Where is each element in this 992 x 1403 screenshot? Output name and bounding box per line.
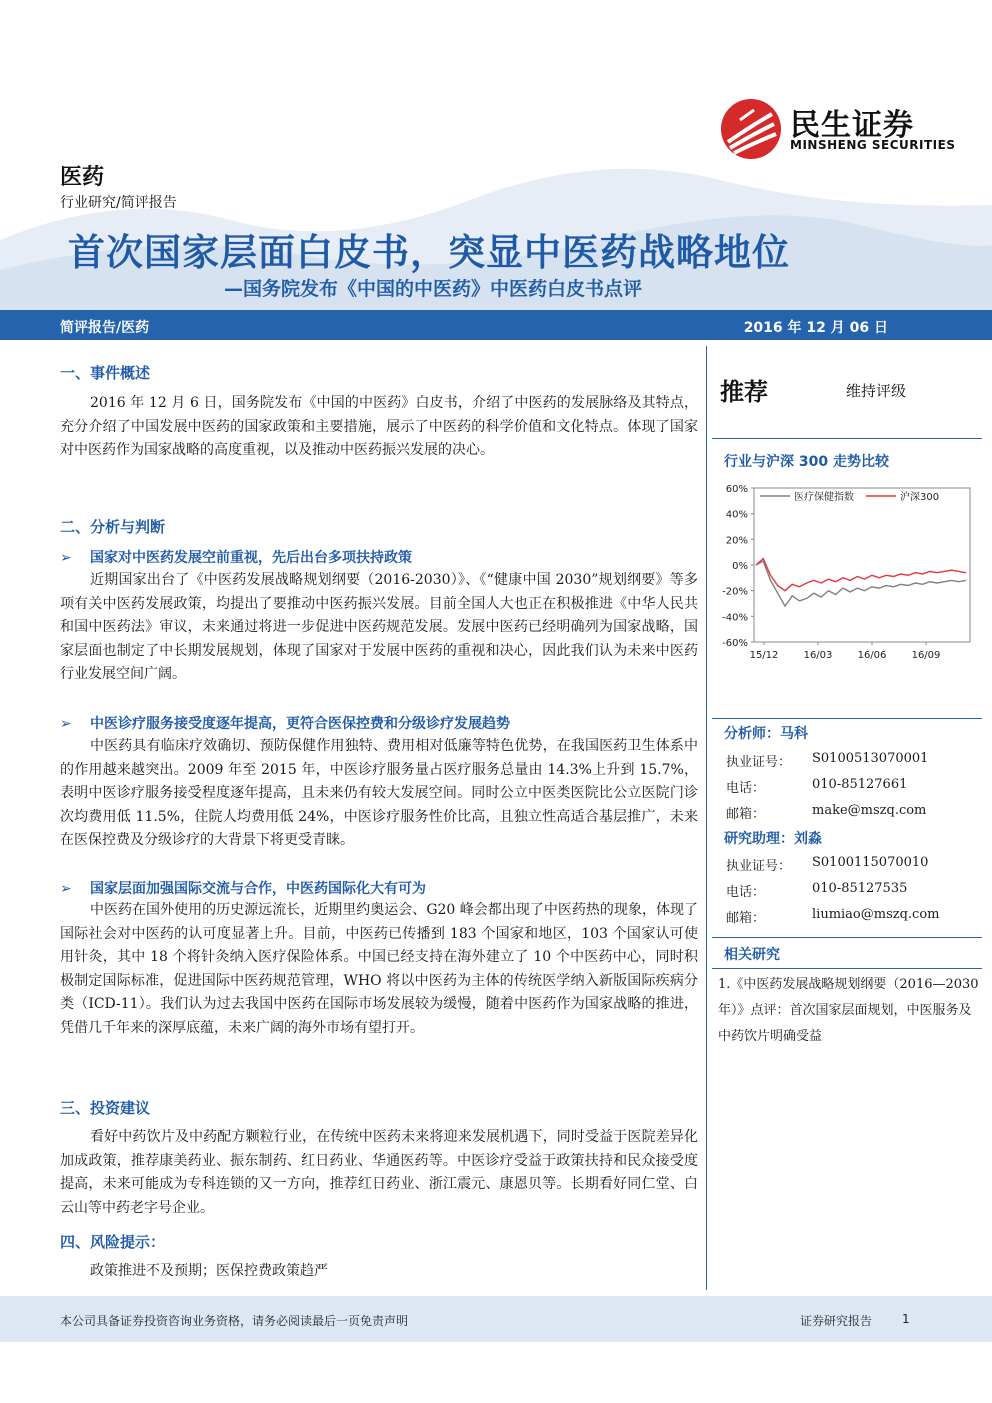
trend-chart	[716, 480, 986, 670]
analyst-cert-label: 执业证号：	[726, 755, 792, 770]
y-tick-label: 0%	[732, 561, 748, 572]
column-divider	[706, 346, 707, 1290]
industry-label: 医药	[60, 165, 105, 190]
section-2-point-1-heading	[60, 547, 412, 567]
y-tick-label: -40%	[722, 612, 748, 624]
arrow-icon: ➢	[60, 716, 72, 732]
section-2-point-2-heading	[60, 713, 510, 733]
analyst-cert-value: S0100513070001	[812, 751, 929, 766]
y-tick-label: 40%	[725, 509, 748, 521]
footer-report-label: 证券研究报告	[800, 1314, 873, 1328]
section-2-point-3-heading	[60, 878, 426, 898]
minsheng-logo-icon	[720, 98, 782, 160]
assistant-phone-value: 010-85127535	[812, 881, 908, 896]
sidebar-divider	[712, 937, 982, 938]
legend-label: 医疗保健指数	[794, 492, 854, 503]
series-line-csi300	[756, 559, 966, 591]
chart-title: 行业与沪深 300 走势比较	[724, 454, 889, 470]
analyst-title: 分析师：马科	[724, 726, 808, 742]
section-3-text: 看好中药饮片及中药配方颗粒行业，在传统中医药未来将迎来发展机遇下，同时受益于医院差异化加成政策，推荐康美药业、振东制药、红日药业、华通医药等。中医诊疗受益于政策扶持和民众接受度提高，未来可能成为专科连锁的又一方向，推荐红日药业、浙江震元、康恩贝等。长期看好同仁堂、白云山等中药老字号企业。	[60, 1129, 698, 1216]
assistant-phone-label: 电话：	[726, 885, 766, 900]
report-date: 2016 年 12 月 06 日	[743, 320, 888, 336]
point-2-heading-text: 中医诊疗服务接受度逐年提高，更符合医保控费和分级诊疗发展趋势	[90, 716, 510, 732]
section-2-title: 二、分析与判断	[60, 518, 166, 536]
footer-disclaimer: 本公司具备证券投资咨询业务资格，请务必阅读最后一页免责声明	[60, 1314, 409, 1328]
report-type: 行业研究/简评报告	[60, 195, 177, 211]
sidebar-divider	[712, 968, 982, 969]
assistant-cert-label: 执业证号：	[726, 859, 792, 874]
sidebar-divider	[712, 718, 982, 719]
chart-frame	[754, 488, 970, 642]
band-category: 简评报告/医药	[60, 320, 150, 336]
x-tick-label: 16/06	[857, 650, 887, 661]
analyst-phone-label: 电话：	[726, 781, 766, 796]
point-1-heading-text: 国家对中医药发展空前重视，先后出台多项扶持政策	[90, 550, 412, 566]
section-3-title: 三、投资建议	[60, 1099, 151, 1117]
assistant-email-label: 邮箱：	[726, 911, 766, 926]
analyst-phone-value: 010-85127661	[812, 777, 908, 792]
assistant-email-value: liumiao@mszq.com	[812, 907, 940, 922]
section-1-text: 2016 年 12 月 6 日，国务院发布《中国的中医药》白皮书，介绍了中医药的发展脉络及其特点，充分介绍了中国发展中医药的国家政策和主要措施，展示了中医药的科学价值和文化特点。体现了国家对中医药作为国家战略的高度重视，以及推动中医药振兴发展的决心。	[60, 395, 698, 458]
logo-english-name: MINSHENG SECURITIES	[790, 138, 956, 152]
rating-note: 维持评级	[846, 382, 907, 400]
section-1-title: 一、事件概述	[60, 364, 151, 382]
x-tick-label: 15/12	[749, 650, 779, 661]
x-tick-label: 16/03	[803, 650, 833, 661]
logo-chinese-name: 民生证券	[790, 108, 914, 143]
report-title: 首次国家层面白皮书，突显中医药战略地位	[68, 231, 790, 274]
y-tick-label: -60%	[722, 638, 748, 649]
y-tick-label: 60%	[725, 484, 748, 495]
assistant-cert-value: S0100115070010	[812, 855, 929, 870]
analyst-email-value: make@mszq.com	[812, 803, 927, 818]
section-2-point-1-text: 近期国家出台了《中医药发展战略规划纲要（2016-2030）》、《“健康中国 2030”规划纲要》等多项有关中医药发展政策，均提出了要推动中医药振兴发展。目前全国人大也正在积极推进《中华人民共和国中医药法》审议，未来通过将进一步促进中医药规范发展。发展中医药已经明确列为国家战略，国家层面也制定了中长期发展规划，体现了国家对于发展中医药的重视和决心，因此我们认为未来中医药行业发展空间广阔。	[60, 572, 698, 682]
analyst-email-label: 邮箱：	[726, 807, 766, 822]
related-research-title: 相关研究	[724, 947, 780, 963]
section-2-point-2-text: 中医药具有临床疗效确切、预防保健作用独特、费用相对低廉等特色优势，在我国医药卫生体系中的作用越来越突出。2009 年至 2015 年，中医诊疗服务量占医疗服务总量由 14.3%上升到 15.7%，表明中医诊疗服务接受程度逐年提高，且未来仍有较大发展空间。同时公立中医类医院比公立医院门诊次均费用低 11.5%，住院人均费用低 24%，中医诊疗服务性价比高，且独立性高适合基层推广，未来在医保控费及分级诊疗的大背景下将更受青睐。	[60, 738, 698, 848]
arrow-icon: ➢	[60, 881, 72, 897]
page-number: 1	[902, 1312, 910, 1326]
report-subtitle: —国务院发布《中国的中医药》中医药白皮书点评	[224, 278, 643, 300]
sidebar-divider	[712, 438, 982, 439]
point-3-heading-text: 国家层面加强国际交流与合作，中医药国际化大有可为	[90, 881, 426, 897]
x-tick-label: 16/09	[911, 650, 941, 661]
y-tick-label: 20%	[725, 535, 748, 547]
section-4-title: 四、风险提示：	[60, 1233, 166, 1251]
section-4-text: 政策推进不及预期；医保控费政策趋严	[90, 1263, 328, 1279]
assistant-title: 研究助理：刘淼	[724, 831, 822, 847]
y-tick-label: -20%	[722, 586, 748, 598]
rating-label: 推荐	[720, 378, 768, 406]
section-2-point-3-text: 中医药在国外使用的历史源远流长，近期里约奥运会、G20 峰会都出现了中医药热的现象，体现了国际社会对中医药的认可度显著上升。目前，中医药已传播到 183 个国家和地区，103 个国家认可使用针灸，其中 18 个将针灸纳入医疗保险体系。中国已经支持在海外建立了 10 个中医药中心，同时积极制定国际标准，促进国际中医药规范管理，WHO 将以中医药为主体的传统医学纳入新版国际疾病分类（ICD-11）。我们认为过去我国中医药在国际市场发展较为缓慢，随着中医药作为国家战略的推进，凭借几千年来的深厚底蕴，未来广阔的海外市场有望打开。	[60, 902, 698, 1036]
related-research-item: 1.《中医药发展战略规划纲要（2016—2030 年）》点评：首次国家层面规划，中医服务及中药饮片明确受益	[718, 977, 979, 1044]
series-line-healthcare-index	[756, 561, 966, 606]
legend-label: 沪深300	[900, 492, 940, 503]
arrow-icon: ➢	[60, 550, 72, 566]
